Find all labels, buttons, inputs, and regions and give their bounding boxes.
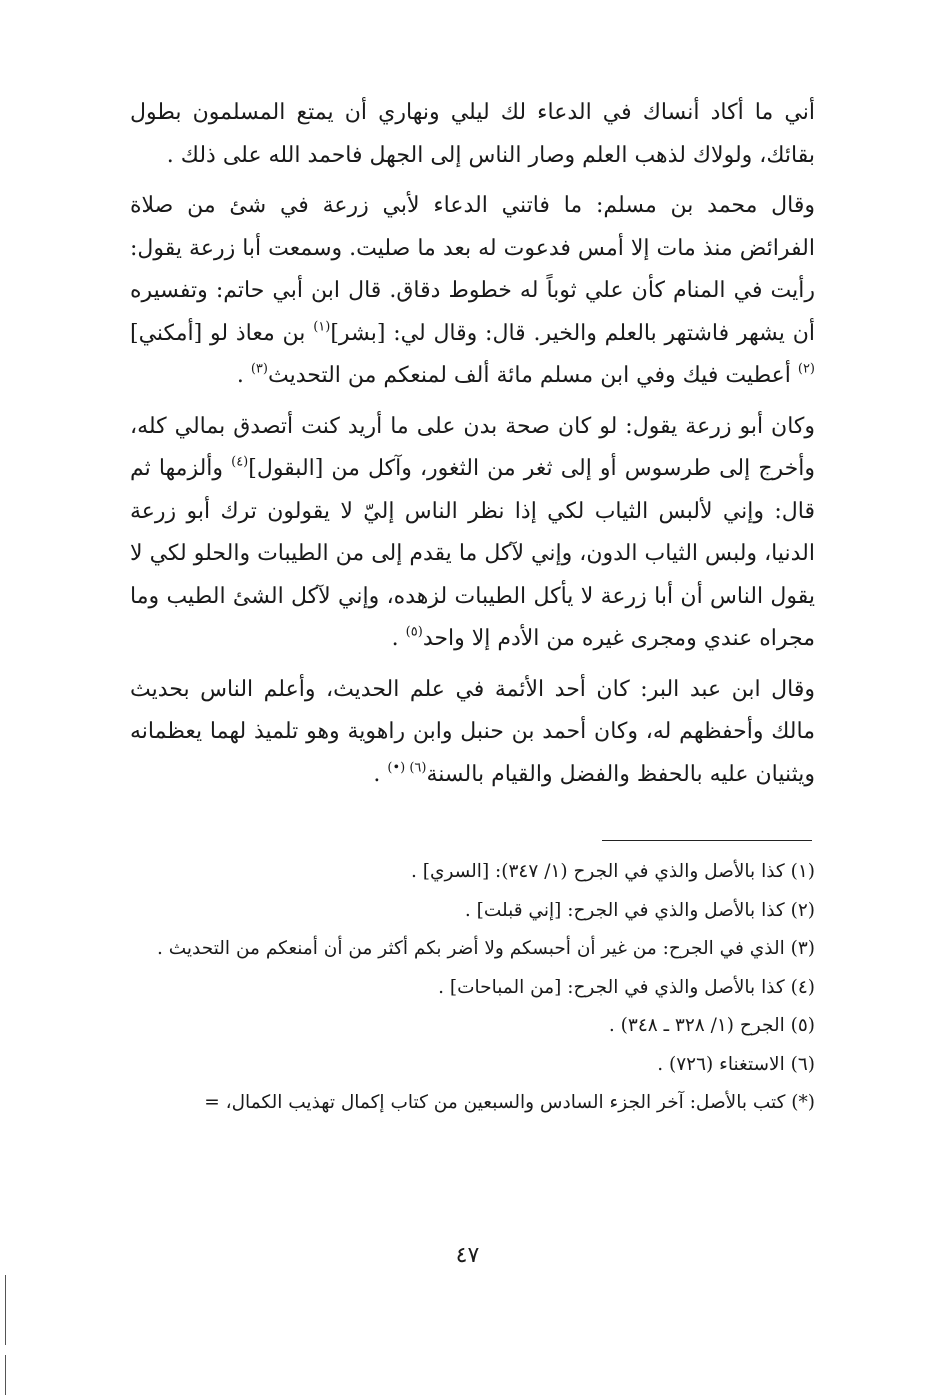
paragraph-2-part-2: بن معاذ لو [أمكني] bbox=[130, 320, 314, 346]
footnote-4: (٤) كذا بالأصل والذي في الجرح: [من المباحات] . bbox=[438, 976, 815, 998]
paragraph-3-part-2: وألزمها ثم قال: وإني لألبس الثياب لكي إذا نظر الناس إليّ لا يقولون ترك أبو زرعة الدنيا، ولبس الثياب الدون، وإني لآكل ما يقدم إلى من الطيبات والحلو لكي لا يقول الناس أن أبا زرعة لا يأكل الطيبات لزهده، وإني لآكل الشئ الطيب وما مجراه عندي ومجرى غيره من الأدم إلا واحد bbox=[130, 456, 815, 651]
footnote-ref-1: (١) bbox=[313, 318, 331, 334]
footnote-ref-3: (٣) bbox=[250, 361, 268, 377]
footnote-ref-4: (٤) bbox=[231, 454, 249, 470]
paragraph-3-part-1: وكان أبو زرعة يقول: لو كان صحة بدن على ما أريد كنت أتصدق بمالي كله، وأخرج إلى طرسوس أو إلى ثغر من الثغور، وآكل من [البقول] bbox=[130, 413, 815, 481]
paragraph-4-part-1: وقال ابن عبد البر: كان أحد الأئمة في علم الحديث، وأعلم الناس بحديث مالك وأحفظهم له، وكان أحمد بن حنبل وابن راهوية وهو تلميذ لهما يعظمانه ويثنيان عليه بالحفظ والفضل والقيام بالسنة bbox=[130, 676, 815, 787]
paragraph-2-part-1: وقال محمد بن مسلم: ما فاتني الدعاء لأبي زرعة في شئ من صلاة الفرائض منذ مات إلا أمس فدعوت له بعد ما صليت. وسمعت أبا زرعة يقول: رأيت في المنام كأن علي ثوباً له خطوط دقاق. قال ابن أبي حاتم: وتفسيره أن يشهر فاشتهر بالعلم والخير. قال: وقال لي: [بشر] bbox=[130, 193, 815, 346]
margin-scan-line-lower bbox=[5, 1355, 6, 1395]
paragraph-3 bbox=[130, 406, 815, 661]
main-text bbox=[130, 92, 815, 804]
footnotes bbox=[128, 853, 815, 1123]
footnote-note-star: (*) كتب بالأصل: آخر الجزء السادس والسبعين من كتاب إكمال تهذيب الكمال، = bbox=[204, 1092, 815, 1113]
footnote-separator bbox=[602, 840, 812, 841]
paragraph-3-part-3: . bbox=[391, 626, 406, 651]
footnote-6: (٦) الاستغناء (٧٢٦) . bbox=[657, 1053, 815, 1075]
paragraph-2-part-3: أعطيت فيك وفي ابن مسلم مائة ألف لمنعكم من التحديث bbox=[267, 363, 798, 388]
footnote-ref-6: (٦) (•) bbox=[387, 759, 427, 775]
paragraph-2-part-4: . bbox=[236, 363, 251, 388]
footnote-3: (٣) الذي في الجرح: من غير أن أحبسكم ولا أضر بكم أكثر من أن أمنعكم من التحديث . bbox=[156, 938, 815, 959]
footnote-ref-2: (٢) bbox=[797, 361, 815, 377]
paragraph-4-part-2: . bbox=[373, 761, 388, 787]
margin-scan-line bbox=[5, 1275, 6, 1345]
page-number: ٤٧ bbox=[455, 1243, 480, 1268]
footnote-ref-5: (٥) bbox=[405, 624, 423, 640]
paragraph-2 bbox=[130, 185, 815, 398]
footnote-5: (٥) الجرح (١/ ٣٢٨ ـ ٣٤٨) . bbox=[608, 1015, 815, 1036]
footnote-2: (٢) كذا بالأصل والذي في الجرح: [إني قبلت] . bbox=[464, 899, 815, 921]
footnote-1: (١) كذا بالأصل والذي في الجرح (١/ ٣٤٧): [السري] . bbox=[411, 861, 815, 882]
paragraph-1: أني ما أكاد أنساك في الدعاء لك ليلي ونهاري أن يمتع المسلمون بطول بقائك، ولولاك لذهب العلم وصار الناس إلى الجهل فاحمد الله على ذلك . bbox=[130, 100, 815, 168]
paragraph-4 bbox=[130, 669, 815, 797]
